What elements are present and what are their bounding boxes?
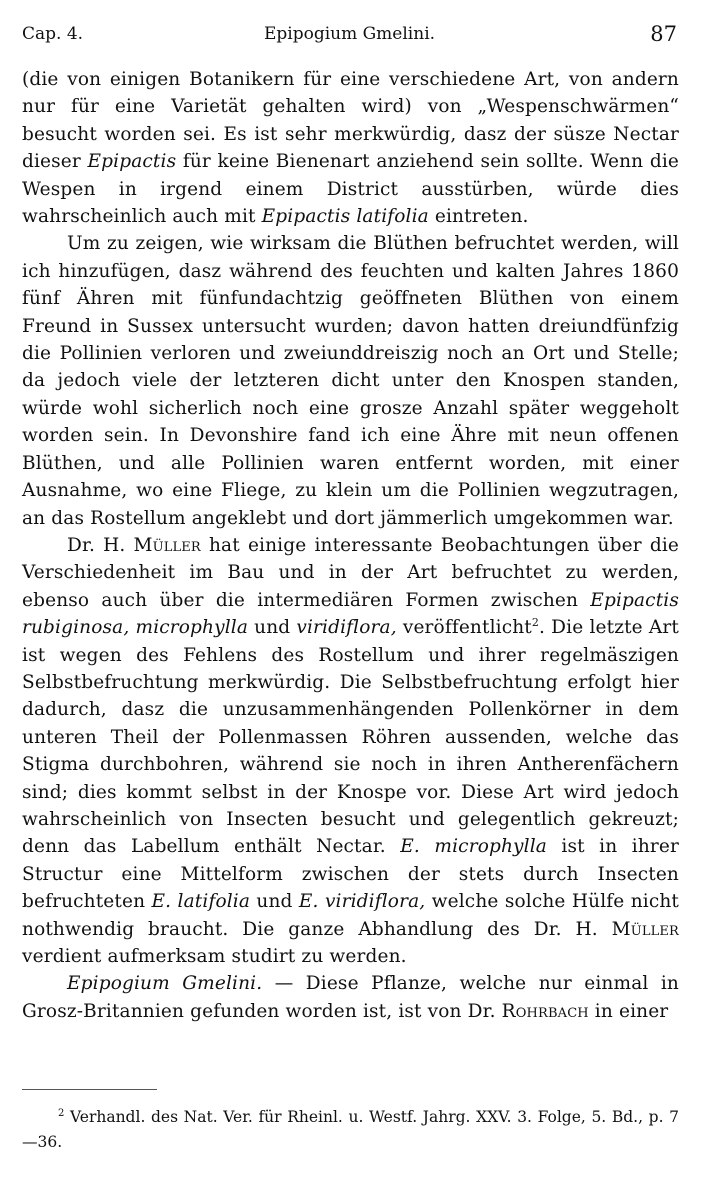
footnote-text [22,1105,679,1155]
text-run: und [248,617,297,639]
footnote [22,1105,679,1155]
body-text [22,66,679,1025]
text-run: und [250,891,299,913]
footnote-mark: 2 [58,1107,65,1119]
text-run: verdient aufmerksam studirt zu werden. [22,946,407,967]
paragraph-1 [22,66,679,230]
author-name: Müller [133,534,201,556]
paragraph-4 [22,970,679,1025]
footnote-divider [22,1089,157,1090]
italic-run: E. microphylla [400,836,547,858]
text-run: Dr. H. [67,534,134,556]
text-run: veröffentlicht [396,617,532,639]
italic-run: Epipogium Gmelini. [67,973,263,995]
italic-run: E. latifolia [151,891,251,913]
text-run: in einer [588,1000,669,1022]
paragraph-2 [22,230,679,531]
author-name: Rohrbach [501,1000,589,1022]
text-run: (die von einigen Botanikern für eine verschiedene Art, von andern nur für eine Varietät gehalten wird) von „Wespenschwärmen“ besucht worden sei. Es ist sehr merkwürdig, dasz der süsze Nectar dieser [22,69,679,173]
italic-run: E. viridiflora, [298,891,426,913]
text-run: welche solche Hülfe nicht nothwendig braucht. Die ganze Abhandlung des Dr. H. [22,891,680,940]
footnote-body: Verhandl. des Nat. Ver. für Rheinl. u. Westf. Jahrg. XXV. 3. Folge, 5. Bd., p. 7—36. [22,1108,679,1151]
italic-run: viridiflora, [296,617,397,639]
text-run: Um zu zeigen, wie wirksam die Blüthen befruchtet werden, will ich hinzufügen, dasz während des feuchten und kalten Jahres 1860 fünf Ähren mit fünfundachtzig geöffneten Blüthen von einem Freund in Sussex untersucht wurden; davon hatten dreiundfünfzig die Pollinien verloren und zweiunddreiszig noch an Ort und Stelle; da jedoch viele der letzteren dicht unter den Knospen standen, würde wohl sicherlich noch eine grosze Anzahl später weggeholt worden sein. In Devonshire fand ich eine Ähre mit neun offenen Blüthen, und alle Pollinien waren entfernt worden, mit einer Ausnahme, wo eine Fliege, zu klein um die Pollinien wegzutragen, an das Rostellum angeklebt und dort jämmerlich umgekommen war. [22,233,679,529]
author-name: Müller [611,918,679,940]
text-run: — Diese Pflanze, welche nur einmal in Grosz-Britannien gefunden worden ist, ist von Dr. [22,973,680,1022]
page-number: 87 [650,22,677,46]
text-run: eintreten. [428,206,529,228]
italic-run: Epipactis latifolia [261,206,429,228]
paragraph-3 [22,532,679,971]
italic-run: Epipactis [87,151,177,173]
running-header [22,22,677,48]
text-run: für keine Bienenart anziehend sein sollte. Wenn die Wespen in irgend einem District ausstürben, würde dies wahrscheinlich auch mit [22,151,679,228]
italic-run: Epipactis rubiginosa, microphylla [22,589,679,639]
footnote-reference: 2 [531,615,540,629]
chapter-label: Cap. 4. [22,24,84,44]
text-run: hat einige interessante Beobachtungen über die Verschiedenheit im Bau und in der Art befruchtet zu werden, ebenso auch über die intermediären Formen zwischen [22,534,679,611]
text-run: ist in ihrer Structur eine Mittelform zwischen der stets durch Insecten befruchteten [22,836,679,913]
running-title: Epipogium Gmelini. [263,24,436,44]
text-run: . Die letzte Art ist wegen des Fehlens des Rostellum und ihrer regelmäszigen Selbstbefruchtung merkwürdig. Die Selbstbefruchtung erfolgt hier dadurch, dasz die unzusammenhängenden Pollenkörner in dem unteren Theil der Pollenmassen Röhren aussenden, welche das Stigma durchbohren, während sie noch in ihren Antherenfächern sind; dies kommt selbst in der Knospe vor. Diese Art wird jedoch wahrscheinlich von Insecten besucht und gelegentlich gekreuzt; denn das Labellum enthält Nectar. [22,617,679,858]
